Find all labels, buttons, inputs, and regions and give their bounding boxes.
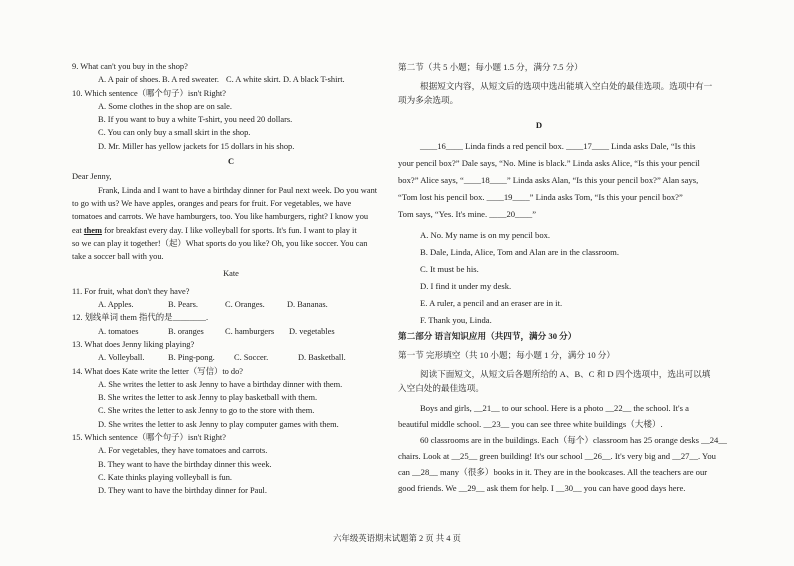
choice-d: D. I find it under my desk.: [420, 281, 512, 292]
q9-option-c: C. A white skirt.: [226, 75, 281, 85]
q10-option-a: A. Some clothes in the shop are on sale.: [98, 101, 232, 111]
letter-line: so we can play it together!（起）What sports do you like? Oh, you like soccer. You can: [72, 238, 368, 248]
left-column: [72, 60, 390, 498]
letter-line: to go with us? We have apples, oranges and pears for fruit. For vegetables, we have: [72, 198, 352, 208]
cloze-line: 60 classrooms are in the buildings. Each（每个）classroom has 25 orange desks __24__: [420, 434, 727, 445]
q11-option-a: A. Apples.: [98, 300, 134, 310]
cloze-line: good friends. We __29__ ask them for help. I __30__ you can have good days here.: [398, 482, 686, 493]
q13-option-d: D. Basketball.: [298, 353, 346, 363]
q12-option-a: A. tomatoes: [98, 326, 139, 336]
letter-greeting: Dear Jenny,: [72, 172, 112, 182]
passage-c-label: C: [227, 157, 235, 167]
q15-option-d: D. They want to have the birthday dinner for Paul.: [98, 486, 267, 496]
q11-options: [72, 298, 390, 311]
passage-line: ____16____ Linda finds a red pencil box. ____17____ Linda asks Dale, “Is this: [420, 141, 696, 152]
q12-option-c: C. hamburgers: [225, 326, 275, 336]
q13-option-b: B. Ping-pong.: [168, 353, 215, 363]
q10-option-b: B. If you want to buy a white T-shirt, you need 20 dollars.: [98, 115, 293, 125]
q11-option-b: B. Pears.: [168, 300, 199, 310]
q14-option-a: A. She writes the letter to ask Jenny to have a birthday dinner with them.: [98, 379, 343, 389]
q9-option-b: B. A red sweater.: [162, 75, 219, 85]
q14-option-b: B. She writes the letter to ask Jenny to play basketball with them.: [98, 393, 318, 403]
q10-option-d: D. Mr. Miller has yellow jackets for 15 dollars in his shop.: [98, 141, 295, 151]
q13-option-c: C. Soccer.: [234, 353, 269, 363]
choice-b: B. Dale, Linda, Alice, Tom and Alan are in the classroom.: [420, 247, 619, 258]
q14-stem: 14. What does Kate write the letter（写信）to do?: [72, 366, 244, 376]
letter-line: Frank, Linda and I want to have a birthday dinner for Paul next week. Do you want: [98, 185, 378, 195]
cloze-line: chairs. Look at __25__ green building! It's our school __26__. It's very big and __27__. You: [398, 450, 716, 461]
q10-stem: 10. Which sentence（哪个句子）isn't Right?: [72, 88, 226, 98]
passage-line: Tom says, “Yes. It's mine. ____20____”: [398, 209, 537, 220]
q15-stem: 15. Which sentence（哪个句子）isn't Right?: [72, 433, 226, 443]
q12-options: [72, 325, 390, 338]
q14-option-c: C. She writes the letter to ask Jenny to go to the store with them.: [98, 406, 315, 416]
section2-instruction: 项为多余选项。: [398, 95, 459, 106]
q11-option-c: C. Oranges.: [225, 300, 265, 310]
right-column: [398, 60, 727, 496]
q9-option-a: A. A pair of shoes.: [98, 75, 161, 85]
letter-text: eat: [72, 225, 84, 235]
passage-line: box?” Alice says, “____18____” Linda asks Alan, “Is this your pencil box?” Alan says,: [398, 175, 699, 186]
section2-title: 第二节（共 5 小题；每小题 1.5 分，满分 7.5 分）: [398, 62, 583, 72]
section1-instruction: 阅读下面短文，从短文后各题所给的 A、B、C 和 D 四个选项中，选出可以填: [420, 368, 711, 379]
letter-line: take a soccer ball with you.: [72, 252, 164, 262]
page-footer: 六年级英语期末试题第 2 页 共 4 页: [333, 534, 461, 543]
q14-option-d: D. She writes the letter to ask Jenny to play computer games with them.: [98, 419, 339, 429]
choice-f: F. Thank you, Linda.: [420, 315, 492, 326]
underlined-word-them: them: [83, 225, 102, 235]
q10-option-c: C. You can only buy a small skirt in the shop.: [98, 128, 251, 138]
letter-signature: Kate: [223, 269, 239, 279]
q12-option-b: B. oranges: [168, 326, 204, 336]
cloze-line: can __28__ many（很多）books in it. They are in the bookcases. All the teachers are our: [398, 466, 708, 477]
cloze-line: beautiful middle school. __23__ you can see three white buildings（大楼）.: [398, 418, 663, 429]
section1-instruction: 入空白处的最佳选项。: [398, 383, 484, 394]
q15-option-b: B. They want to have the birthday dinner this week.: [98, 459, 272, 469]
q15-option-c: C. Kate thinks playing volleyball is fun.: [98, 472, 232, 482]
choice-c: C. It must be his.: [420, 264, 479, 275]
q12-option-d: D. vegetables: [289, 326, 335, 336]
q11-stem: 11. For fruit, what don't they have?: [72, 286, 190, 296]
section1-title: 第一节 完形填空（共 10 小题；每小题 1 分，满分 10 分）: [398, 349, 615, 360]
cloze-line: Boys and girls, __21__ to our school. Here is a photo __22__ the school. It's a: [420, 402, 689, 413]
passage-line: “Tom lost his pencil box. ____19____” Linda asks Tom, “Is this your pencil box?”: [398, 192, 683, 203]
passage-line: your pencil box?” Dale says, “No. Mine is black.” Linda asks Alice, “Is this your pencil: [398, 158, 700, 169]
q9-option-d: D. A black T-shirt.: [283, 75, 345, 85]
q12-stem: 12. 划线单词 them 指代的是________.: [72, 313, 209, 323]
q13-options: [72, 351, 390, 364]
letter-text: for breakfast every day. I like volleyball for sports. It's fun. I want to play it: [102, 225, 357, 235]
section2-instruction: 根据短文内容，从短文后的选项中选出能填入空白处的最佳选项。选项中有一: [420, 80, 713, 91]
choice-e: E. A ruler, a pencil and an eraser are in it.: [420, 298, 563, 309]
q11-option-d: D. Bananas.: [287, 300, 328, 310]
letter-line: [72, 224, 390, 237]
q9-options: [72, 73, 390, 86]
passage-d-label: D: [535, 119, 543, 130]
q9-stem: 9. What can't you buy in the shop?: [72, 62, 188, 71]
q13-stem: 13. What does Jenny liking playing?: [72, 339, 195, 349]
part2-title: 第二部分 语言知识应用（共四节，满分 30 分）: [398, 331, 577, 342]
letter-line: tomatoes and carrots. We have hamburgers, too. You like hamburgers, right? I know you: [72, 212, 369, 222]
q13-option-a: A. Volleyball.: [98, 353, 145, 363]
choice-a: A. No. My name is on my pencil box.: [420, 230, 551, 241]
q15-option-a: A. For vegetables, they have tomatoes and carrots.: [98, 446, 268, 456]
